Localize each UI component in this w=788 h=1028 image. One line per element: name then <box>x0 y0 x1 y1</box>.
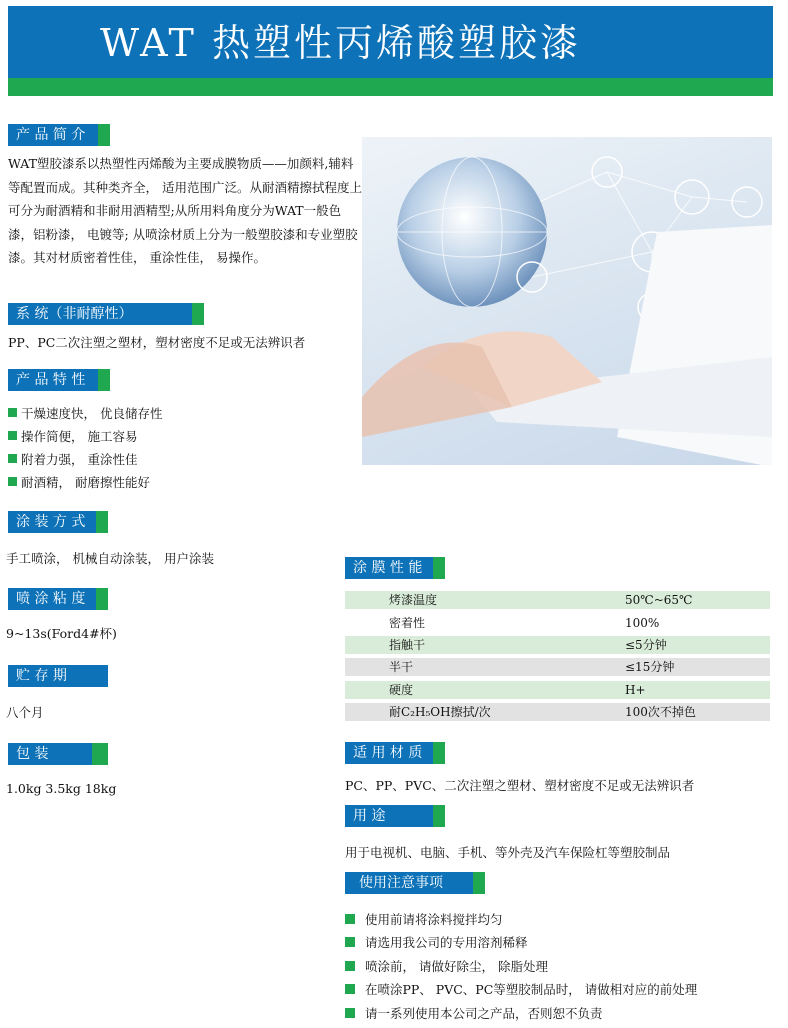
coating-text: 手工喷涂， 机械自动涂装， 用户涂装 <box>6 551 214 566</box>
list-item: 请一系列使用本公司之产品，否则恕不负责 <box>345 1001 697 1025</box>
intro-paragraph: WAT塑胶漆系以热塑性丙烯酸为主要成膜物质——加颜料,辅料等配置而成。其种类齐全， 适用范围广泛。从耐酒精擦拭程度上可分为耐酒精和非耐用酒精型;从所用料角度分为WAT一般色漆，铝粉漆， 电镀等; 从喷涂材质上分为一般塑胶漆和专业塑胶漆。其对材质密着性佳， 重涂性佳， 易操作。 <box>8 156 362 265</box>
list-item: 请选用我公司的专用溶剂稀释 <box>345 931 697 955</box>
film-row: 烤漆温度 50℃~65℃ <box>345 591 770 609</box>
packaging-heading: 包 装 <box>8 743 108 765</box>
material-text: PC、PP、PVC、二次注塑之塑材、塑材密度不足或无法辨识者 <box>345 778 695 793</box>
film-row: 耐C₂H₅OH擦拭/次 100次不掉色 <box>345 703 770 721</box>
film-row: 半干 ≤15分钟 <box>345 658 770 676</box>
usage-text: 用于电视机、电脑、手机、等外壳及汽车保险杠等塑胶制品 <box>345 845 671 860</box>
storage-heading: 贮 存 期 <box>8 665 108 687</box>
coating-heading: 涂 装 方 式 <box>8 511 108 533</box>
film-row: 指触干 ≤5分钟 <box>345 636 770 654</box>
list-item: 干燥速度快， 优良储存性 <box>8 401 162 424</box>
features-heading: 产 品 特 性 <box>8 369 110 391</box>
film-row: 硬度 H+ <box>345 681 770 699</box>
viscosity-heading: 喷 涂 粘 度 <box>8 588 108 610</box>
material-heading: 适 用 材 质 <box>345 742 445 764</box>
notes-heading: 使用注意事项 <box>345 872 485 894</box>
film-heading: 涂 膜 性 能 <box>345 557 445 579</box>
usage-heading: 用 途 <box>345 805 445 827</box>
intro-heading: 产 品 简 介 <box>8 124 110 146</box>
packaging-text: 1.0kg 3.5kg 18kg <box>6 781 117 796</box>
list-item: 附着力强， 重涂性佳 <box>8 447 162 470</box>
system-heading: 系 统（非耐醇性） <box>8 303 204 325</box>
laptop-globe-photo <box>362 137 772 465</box>
network-illustration <box>362 137 772 465</box>
film-row: 密着性 100% <box>389 616 660 630</box>
list-item: 喷涂前， 请做好除尘， 除脂处理 <box>345 954 697 978</box>
features-list <box>8 401 162 493</box>
list-item: 在喷涂PP、 PVC、PC等塑胶制品时， 请做相对应的前处理 <box>345 978 697 1002</box>
list-item: 耐酒精， 耐磨擦性能好 <box>8 470 162 493</box>
list-item: 使用前请将涂料搅拌均匀 <box>345 907 697 931</box>
page-title: WAT 热塑性丙烯酸塑胶漆 <box>100 21 581 65</box>
banner-green-stripe <box>8 78 773 96</box>
system-text: PP、PC二次注塑之塑材，塑材密度不足或无法辨识者 <box>8 335 306 350</box>
storage-text: 八个月 <box>6 705 44 720</box>
notes-list <box>345 907 697 1025</box>
list-item: 操作简便， 施工容易 <box>8 424 162 447</box>
viscosity-text: 9~13s(Ford4#杯) <box>6 626 117 641</box>
